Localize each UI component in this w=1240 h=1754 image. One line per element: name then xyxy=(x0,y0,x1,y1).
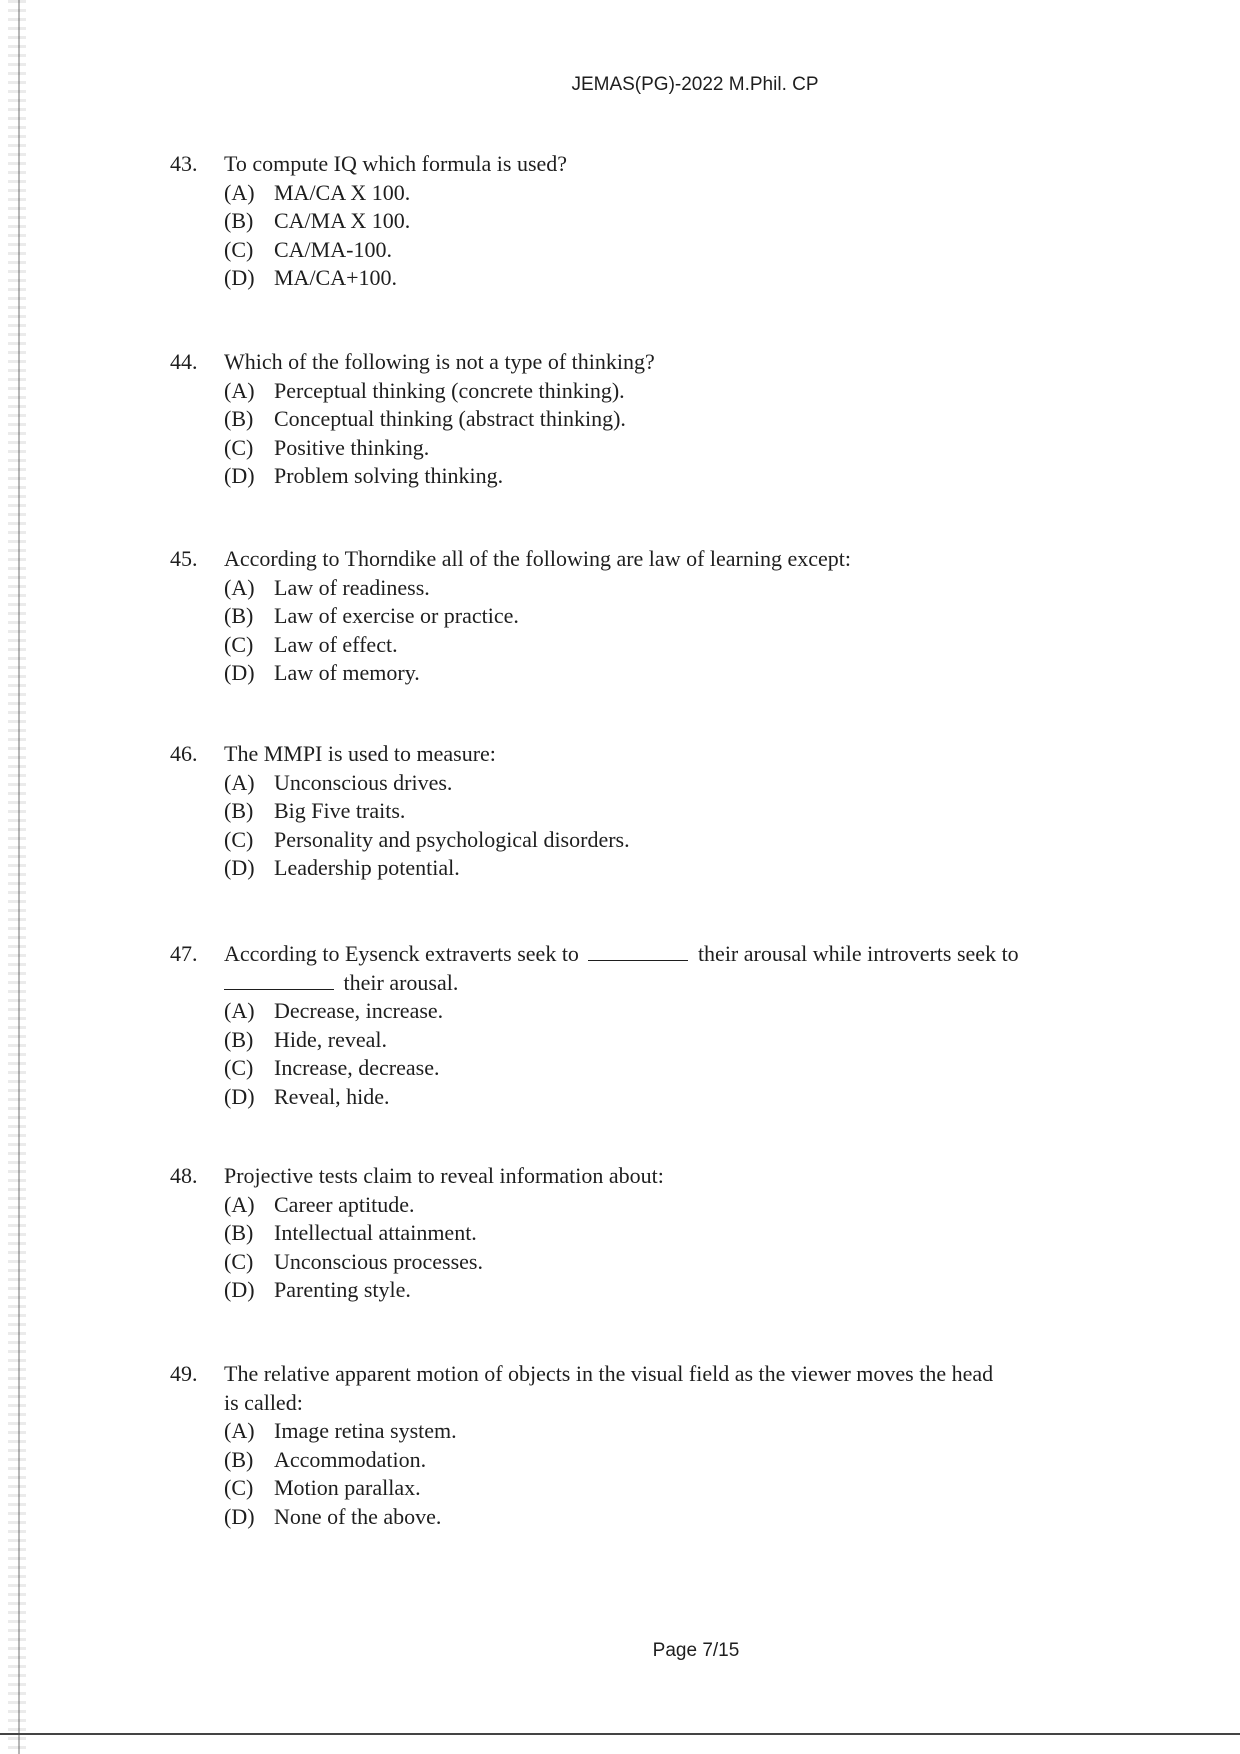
question-number: 45. xyxy=(170,546,198,571)
question-text: Projective tests claim to reveal information about: xyxy=(224,1163,664,1188)
question-text-part1: According to Eysenck extraverts seek to xyxy=(224,941,579,966)
option-label: (B) xyxy=(224,603,254,628)
option-d xyxy=(224,1083,1130,1112)
option-text: MA/CA X 100. xyxy=(274,179,411,205)
option-b xyxy=(224,207,1130,236)
option-list xyxy=(224,769,1130,883)
option-text: Law of memory. xyxy=(274,660,420,685)
question-text-continued: is called: xyxy=(224,1389,303,1415)
option-list xyxy=(224,574,1130,688)
option-text: Decrease, increase. xyxy=(274,998,444,1023)
question-number: 47. xyxy=(170,941,198,966)
option-label: (A) xyxy=(224,377,255,403)
option-label: (C) xyxy=(224,1055,254,1080)
scan-edge-artifact xyxy=(8,0,26,1754)
option-text: None of the above. xyxy=(274,1503,442,1529)
question-number: 46. xyxy=(170,741,198,766)
option-b xyxy=(224,1026,1130,1055)
option-label: (A) xyxy=(224,1418,255,1443)
option-label: (D) xyxy=(224,660,255,685)
option-label: (B) xyxy=(224,1220,254,1245)
question-text: The relative apparent motion of objects in the visual field as the viewer moves the head xyxy=(224,1361,994,1386)
fill-in-blank xyxy=(588,942,688,961)
option-text: Career aptitude. xyxy=(274,1191,415,1217)
option-text: Unconscious processes. xyxy=(274,1248,483,1274)
option-list xyxy=(224,1417,1130,1531)
question-text: According to Thorndike all of the following are law of learning except: xyxy=(224,546,851,571)
question-text-part3: their arousal. xyxy=(343,969,459,995)
option-label: (C) xyxy=(224,1475,254,1500)
option-b xyxy=(224,405,1130,434)
question-text: To compute IQ which formula is used? xyxy=(224,151,568,176)
option-label: (C) xyxy=(224,236,254,262)
option-list xyxy=(224,997,1130,1111)
option-label: (D) xyxy=(224,1503,255,1529)
question-number: 48. xyxy=(170,1163,198,1188)
option-text: CA/MA-100. xyxy=(274,236,392,262)
option-c xyxy=(224,826,1130,855)
option-label: (B) xyxy=(224,1446,254,1472)
question-text xyxy=(224,940,1130,969)
option-text: Motion parallax. xyxy=(274,1475,421,1500)
question-number: 49. xyxy=(170,1361,198,1386)
option-label: (C) xyxy=(224,434,254,460)
option-d xyxy=(224,1276,1130,1305)
option-text: Law of effect. xyxy=(274,631,398,657)
option-b xyxy=(224,1446,1130,1475)
option-text: Image retina system. xyxy=(274,1418,457,1443)
option-text: Problem solving thinking. xyxy=(274,463,504,488)
question-48 xyxy=(170,1162,1130,1305)
option-label: (D) xyxy=(224,855,255,880)
option-c xyxy=(224,631,1130,660)
option-label: (D) xyxy=(224,463,255,488)
question-43 xyxy=(170,150,1130,293)
option-c xyxy=(224,1054,1130,1083)
option-text: Big Five traits. xyxy=(274,798,406,823)
option-text: Law of exercise or practice. xyxy=(274,603,519,628)
option-b xyxy=(224,602,1130,631)
option-text: Unconscious drives. xyxy=(274,769,453,795)
option-text: Parenting style. xyxy=(274,1277,411,1302)
option-list xyxy=(224,1191,1130,1305)
option-c xyxy=(224,1248,1130,1277)
bottom-rule xyxy=(0,1733,1240,1735)
option-label: (D) xyxy=(224,1083,255,1109)
option-a xyxy=(224,377,1130,406)
option-label: (B) xyxy=(224,406,254,431)
option-d xyxy=(224,264,1130,293)
question-text-part2: their arousal while introverts seek to xyxy=(697,941,1019,966)
option-text: Positive thinking. xyxy=(274,434,430,460)
question-45 xyxy=(170,545,1130,688)
option-a xyxy=(224,179,1130,208)
question-49 xyxy=(170,1360,1130,1531)
option-text: MA/CA+100. xyxy=(274,265,398,290)
option-text: Reveal, hide. xyxy=(274,1083,390,1109)
option-label: (A) xyxy=(224,769,255,795)
option-a xyxy=(224,769,1130,798)
option-text: Intellectual attainment. xyxy=(274,1220,477,1245)
option-label: (C) xyxy=(224,826,254,852)
option-label: (C) xyxy=(224,1248,254,1274)
page-number: Page 7/15 xyxy=(652,1640,740,1661)
option-label: (D) xyxy=(224,265,255,290)
option-text: CA/MA X 100. xyxy=(274,208,411,233)
option-label: (C) xyxy=(224,631,254,657)
option-label: (B) xyxy=(224,208,254,233)
option-list xyxy=(224,179,1130,293)
option-list xyxy=(224,377,1130,491)
question-number: 44. xyxy=(170,349,198,374)
option-text: Perceptual thinking (concrete thinking). xyxy=(274,377,625,403)
option-text: Personality and psychological disorders. xyxy=(274,826,630,852)
option-d xyxy=(224,462,1130,491)
option-label: (A) xyxy=(224,998,255,1023)
option-d xyxy=(224,1503,1130,1532)
option-a xyxy=(224,574,1130,603)
option-text: Accommodation. xyxy=(274,1446,427,1472)
option-a xyxy=(224,997,1130,1026)
fill-in-blank xyxy=(224,971,334,990)
option-label: (A) xyxy=(224,1191,255,1217)
option-b xyxy=(224,1219,1130,1248)
option-label: (A) xyxy=(224,179,255,205)
option-label: (B) xyxy=(224,798,254,823)
question-text: The MMPI is used to measure: xyxy=(224,741,496,766)
option-d xyxy=(224,659,1130,688)
question-44 xyxy=(170,348,1130,491)
option-text: Leadership potential. xyxy=(274,855,460,880)
option-b xyxy=(224,797,1130,826)
question-47 xyxy=(170,940,1130,1111)
option-a xyxy=(224,1417,1130,1446)
question-number: 43. xyxy=(170,151,198,176)
option-text: Increase, decrease. xyxy=(274,1055,440,1080)
option-a xyxy=(224,1191,1130,1220)
option-label: (D) xyxy=(224,1277,255,1302)
question-46 xyxy=(170,740,1130,883)
option-label: (B) xyxy=(224,1026,254,1052)
question-text: Which of the following is not a type of thinking? xyxy=(224,349,655,374)
option-text: Law of readiness. xyxy=(274,574,430,600)
option-c xyxy=(224,1474,1130,1503)
option-c xyxy=(224,434,1130,463)
option-d xyxy=(224,854,1130,883)
option-text: Conceptual thinking (abstract thinking). xyxy=(274,406,626,431)
option-c xyxy=(224,236,1130,265)
option-label: (A) xyxy=(224,574,255,600)
option-text: Hide, reveal. xyxy=(274,1026,387,1052)
page-header: JEMAS(PG)-2022 M.Phil. CP xyxy=(571,74,819,95)
